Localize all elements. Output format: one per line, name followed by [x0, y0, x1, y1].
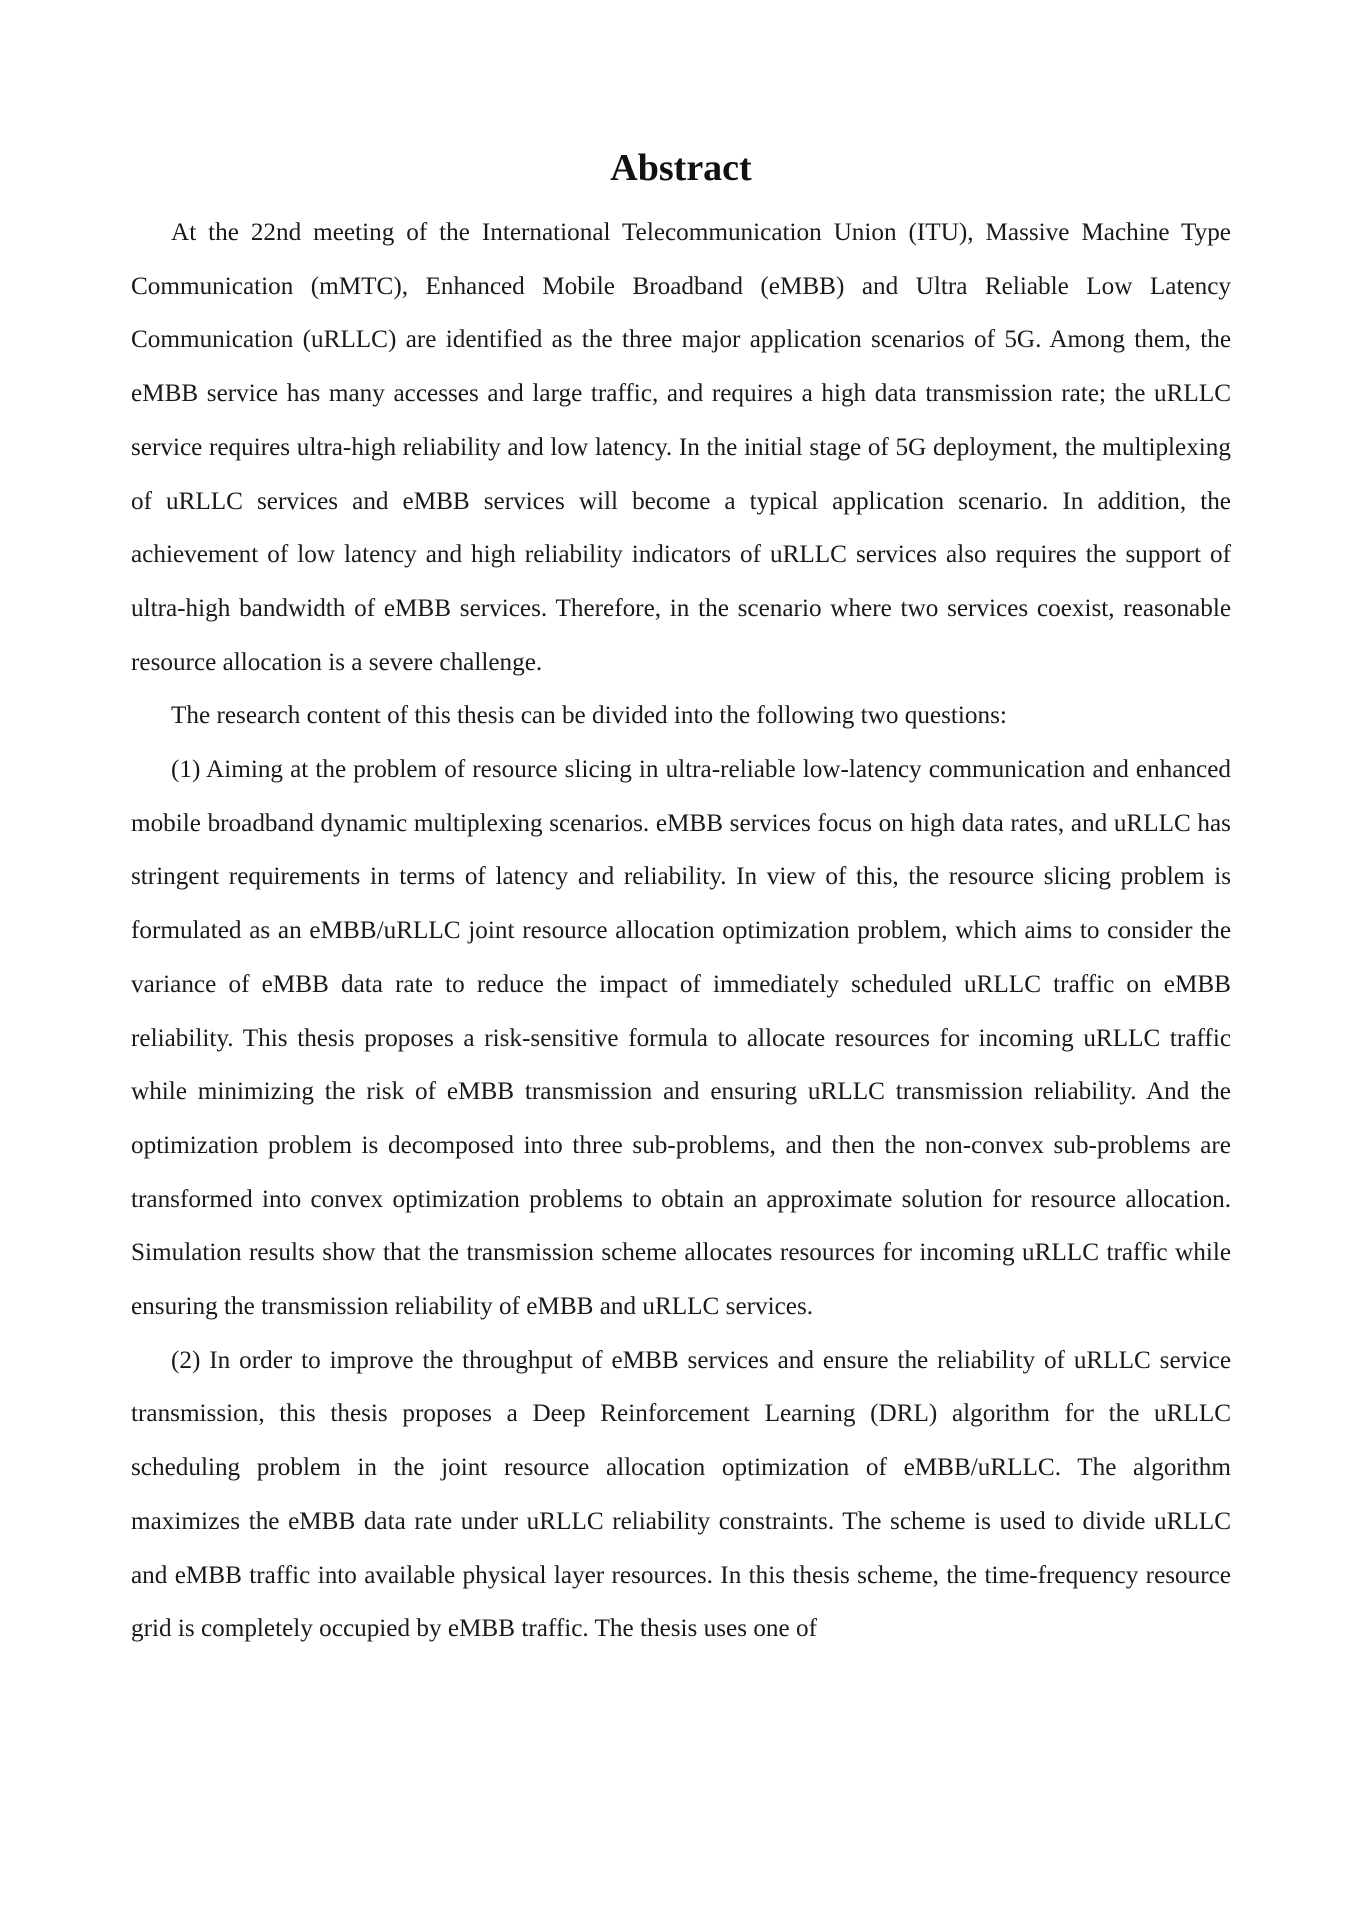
paragraph-research-content: The research content of this thesis can be divided into the following two questions:	[171, 702, 1007, 730]
paragraph-question-1: (1) Aiming at the problem of resource slicing in ultra-reliable low-latency communication and enhanced mobile broadband dynamic multiplexing scenarios. eMBB services focus on high data rates, and uRLLC has stringent requirements in terms of latency and reliability. In view of this, the resource slicing problem is formulated as an eMBB/uRLLC joint resource allocation optimization problem, which aims to consider the variance of eMBB data rate to reduce the impact of immediately scheduled uRLLC traffic on eMBB reliability. This thesis proposes a risk-sensitive formula to allocate resources for incoming uRLLC traffic while minimizing the risk of eMBB transmission and ensuring uRLLC transmission reliability. And the optimization problem is decomposed into three sub-problems, and then the non-convex sub-problems are transformed into convex optimization problems to obtain an approximate solution for resource allocation. Simulation results show that the transmission scheme allocates resources for incoming uRLLC traffic while ensuring the transmission reliability of eMBB and uRLLC services.	[131, 756, 1231, 1321]
paragraph-intro: At the 22nd meeting of the International Telecommunication Union (ITU), Massive Machine Type Communication (mMTC), Enhanced Mobile Broadband (eMBB) and Ultra Reliable Low Latency Communication (uRLLC) are identified as the three major application scenarios of 5G. Among them, the eMBB service has many accesses and large traffic, and requires a high data transmission rate; the uRLLC service requires ultra-high reliability and low latency. In the initial stage of 5G deployment, the multiplexing of uRLLC services and eMBB services will become a typical application scenario. In addition, the achievement of low latency and high reliability indicators of uRLLC services also requires the support of ultra-high bandwidth of eMBB services. Therefore, in the scenario where two services coexist, reasonable resource allocation is a severe challenge.	[131, 219, 1231, 676]
abstract-section	[131, 140, 1231, 1656]
paragraph-question-2: (2) In order to improve the throughput of eMBB services and ensure the reliability of uRLLC service transmission, this thesis proposes a Deep Reinforcement Learning (DRL) algorithm for the uRLLC scheduling problem in the joint resource allocation optimization of eMBB/uRLLC. The algorithm maximizes the eMBB data rate under uRLLC reliability constraints. The scheme is used to divide uRLLC and eMBB traffic into available physical layer resources. In this thesis scheme, the time-frequency resource grid is completely occupied by eMBB traffic. The thesis uses one of	[131, 1346, 1231, 1643]
page-title: Abstract	[610, 147, 752, 189]
